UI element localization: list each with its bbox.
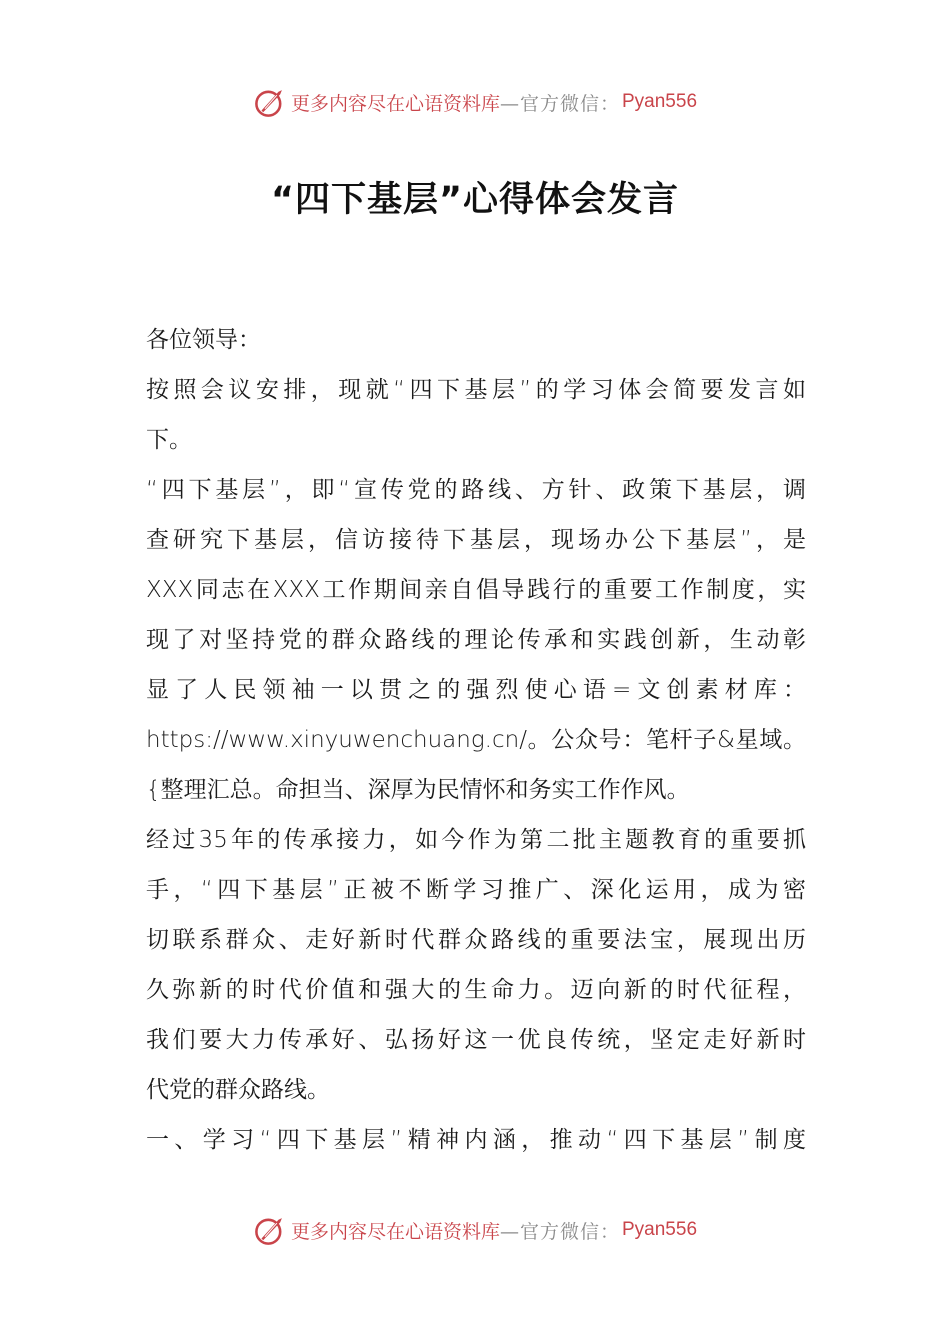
body-line: 一、学习“四下基层”精神内涵，推动“四下基层”制度 [146,1127,806,1153]
body-line: XXX同志在XXX工作期间亲自倡导践行的重要工作制度，实 [146,577,806,603]
body-line: 显了人民领袖一以贯之的强烈使心语=文创素材库： [146,677,806,703]
footer-watermark [0,1210,950,1250]
document-title: “四下基层”心得体会发言 [270,180,679,220]
body-line: 各位领导： [146,327,261,353]
body-line: 手，“四下基层”正被不断学习推广、深化运用，成为密 [146,877,806,903]
body-line: 查研究下基层，信访接待下基层，现场办公下基层”，是 [146,527,806,553]
watermark-main-text: 更多内容尽在心语资料库 [290,1220,500,1243]
body-line: 切联系群众、走好新时代群众路线的重要法宝，展现出历 [146,927,806,953]
watermark-id-text: Pyan556 [622,1219,698,1240]
header-watermark [0,82,950,122]
body-line: {整理汇总。命担当、深厚为民情怀和务实工作作风。 [146,777,690,803]
watermark-dash-text: —官方微信： [499,92,620,115]
pen-quill-logo-icon [253,1213,287,1247]
pen-quill-logo-icon [253,85,287,119]
watermark-main-text: 更多内容尽在心语资料库 [290,92,500,115]
document-body [146,315,806,1165]
body-line: 现了对坚持党的群众路线的理论传承和实践创新，生动彰 [146,627,806,653]
watermark-id-text: Pyan556 [622,91,698,112]
watermark-dash-text: —官方微信： [499,1220,620,1243]
body-line: 按照会议安排，现就“四下基层”的学习体会简要发言如 [146,377,806,403]
body-line: 经过35年的传承接力，如今作为第二批主题教育的重要抓 [146,827,806,853]
body-line: 我们要大力传承好、弘扬好这一优良传统，坚定走好新时 [146,1027,806,1053]
body-line: 代党的群众路线。 [146,1077,330,1103]
body-line: 久弥新的时代价值和强大的生命力。迈向新的时代征程， [146,977,806,1003]
body-line: “四下基层”，即“宣传党的路线、方针、政策下基层，调 [146,477,806,503]
body-line: https://www.xinyuwenchuang.cn/。公众号：笔杆子&星域。 [146,727,806,753]
body-line: 下。 [146,427,192,453]
